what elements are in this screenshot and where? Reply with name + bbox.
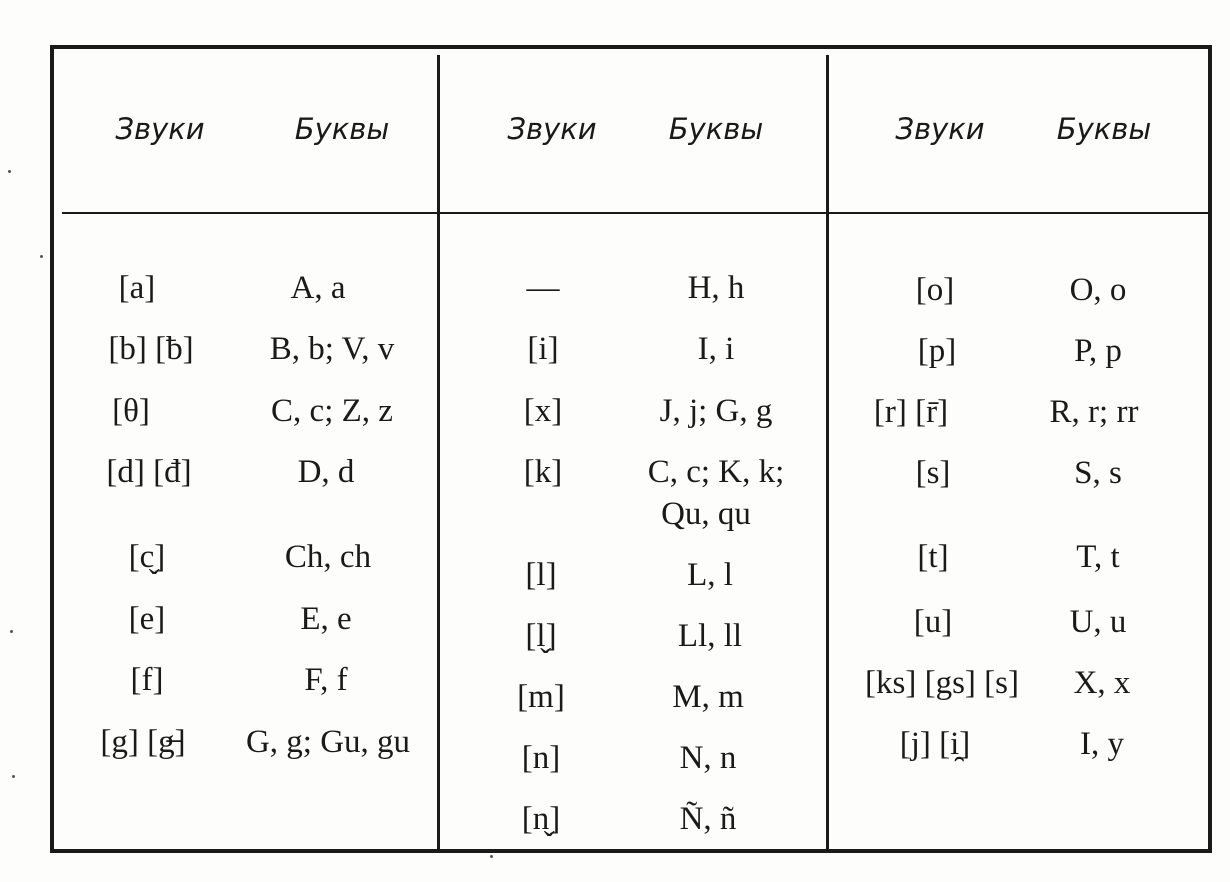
letter-cell: Ch, ch xyxy=(284,539,372,575)
letter-cell: C, c; K, k; xyxy=(647,454,785,490)
sound-cell: [ks] [gs] [s] xyxy=(865,665,1019,701)
letter-cell: H, h xyxy=(687,270,745,306)
letter-cell: D, d xyxy=(297,454,355,490)
header-letter-3: Буквы xyxy=(1056,112,1152,146)
sound-cell: [p] xyxy=(917,333,957,369)
letter-cell: G, g; Gu, gu xyxy=(245,724,411,760)
sound-cell: [o] xyxy=(915,272,955,308)
letter-cell: O, o xyxy=(1069,272,1127,308)
sound-cell: [m] xyxy=(517,679,565,715)
letter-cell: R, r; rr xyxy=(1049,394,1139,430)
letter-cell: A, a xyxy=(290,270,346,306)
letter-cell: F, f xyxy=(304,662,348,698)
header-sound-1: Звуки xyxy=(115,112,205,146)
sound-cell: [l] xyxy=(525,557,557,593)
letter-cell: J, j; G, g xyxy=(659,393,773,429)
letter-cell-continued: Qu, qu xyxy=(661,496,751,532)
scan-speck xyxy=(12,775,15,778)
sound-cell: [g] [g̶] xyxy=(100,724,186,760)
scan-speck xyxy=(10,630,13,633)
sound-cell: [n] xyxy=(521,740,561,776)
letter-cell: S, s xyxy=(1074,455,1122,491)
letter-cell: N, n xyxy=(679,740,737,776)
letter-cell: I, y xyxy=(1080,726,1124,762)
sound-cell: [s] xyxy=(915,455,951,491)
letter-cell: U, u xyxy=(1069,604,1127,640)
sound-cell: [n̬] xyxy=(521,801,561,837)
letter-cell: L, l xyxy=(687,557,733,593)
scan-speck xyxy=(40,255,43,258)
scan-speck xyxy=(8,170,11,173)
letter-cell: Ll, ll xyxy=(677,618,743,654)
sound-cell: [k] xyxy=(523,454,563,490)
header-letter-1: Буквы xyxy=(294,112,390,146)
sound-cell: [θ] xyxy=(112,393,150,429)
sound-cell: [x] xyxy=(523,393,563,429)
sound-cell: [j] [i̯] xyxy=(899,726,971,762)
sound-cell: [e] xyxy=(128,601,166,637)
sound-cell: [u] xyxy=(913,604,953,640)
letter-cell: P, p xyxy=(1074,333,1122,369)
header-sound-2: Звуки xyxy=(507,112,597,146)
letter-cell: M, m xyxy=(672,679,744,715)
header-sound-3: Звуки xyxy=(895,112,985,146)
sound-cell: [t] xyxy=(917,539,949,575)
letter-cell: E, e xyxy=(300,601,352,637)
sound-cell: — xyxy=(526,270,560,306)
header-rule xyxy=(62,212,1208,214)
letter-cell: C, c; Z, z xyxy=(271,393,393,429)
sound-cell: [a] xyxy=(118,270,156,306)
column-divider-2 xyxy=(826,55,829,850)
letter-cell: T, t xyxy=(1076,539,1120,575)
sound-cell: [c̬] xyxy=(128,539,166,575)
scan-speck xyxy=(490,855,493,858)
header-letter-2: Буквы xyxy=(668,112,764,146)
letter-cell: B, b; V, v xyxy=(269,331,395,367)
sound-cell: [f] xyxy=(130,662,164,698)
sound-cell: [b] [ƀ] xyxy=(108,331,194,367)
letter-cell: X, x xyxy=(1073,665,1131,701)
sound-cell: [l̬] xyxy=(525,618,557,654)
sound-cell: [r] [r̄] xyxy=(873,394,949,430)
letter-cell: Ñ, ñ xyxy=(679,801,737,837)
sound-cell: [d] [đ] xyxy=(106,454,192,490)
letter-cell: I, i xyxy=(697,331,735,367)
sound-cell: [i] xyxy=(527,331,559,367)
